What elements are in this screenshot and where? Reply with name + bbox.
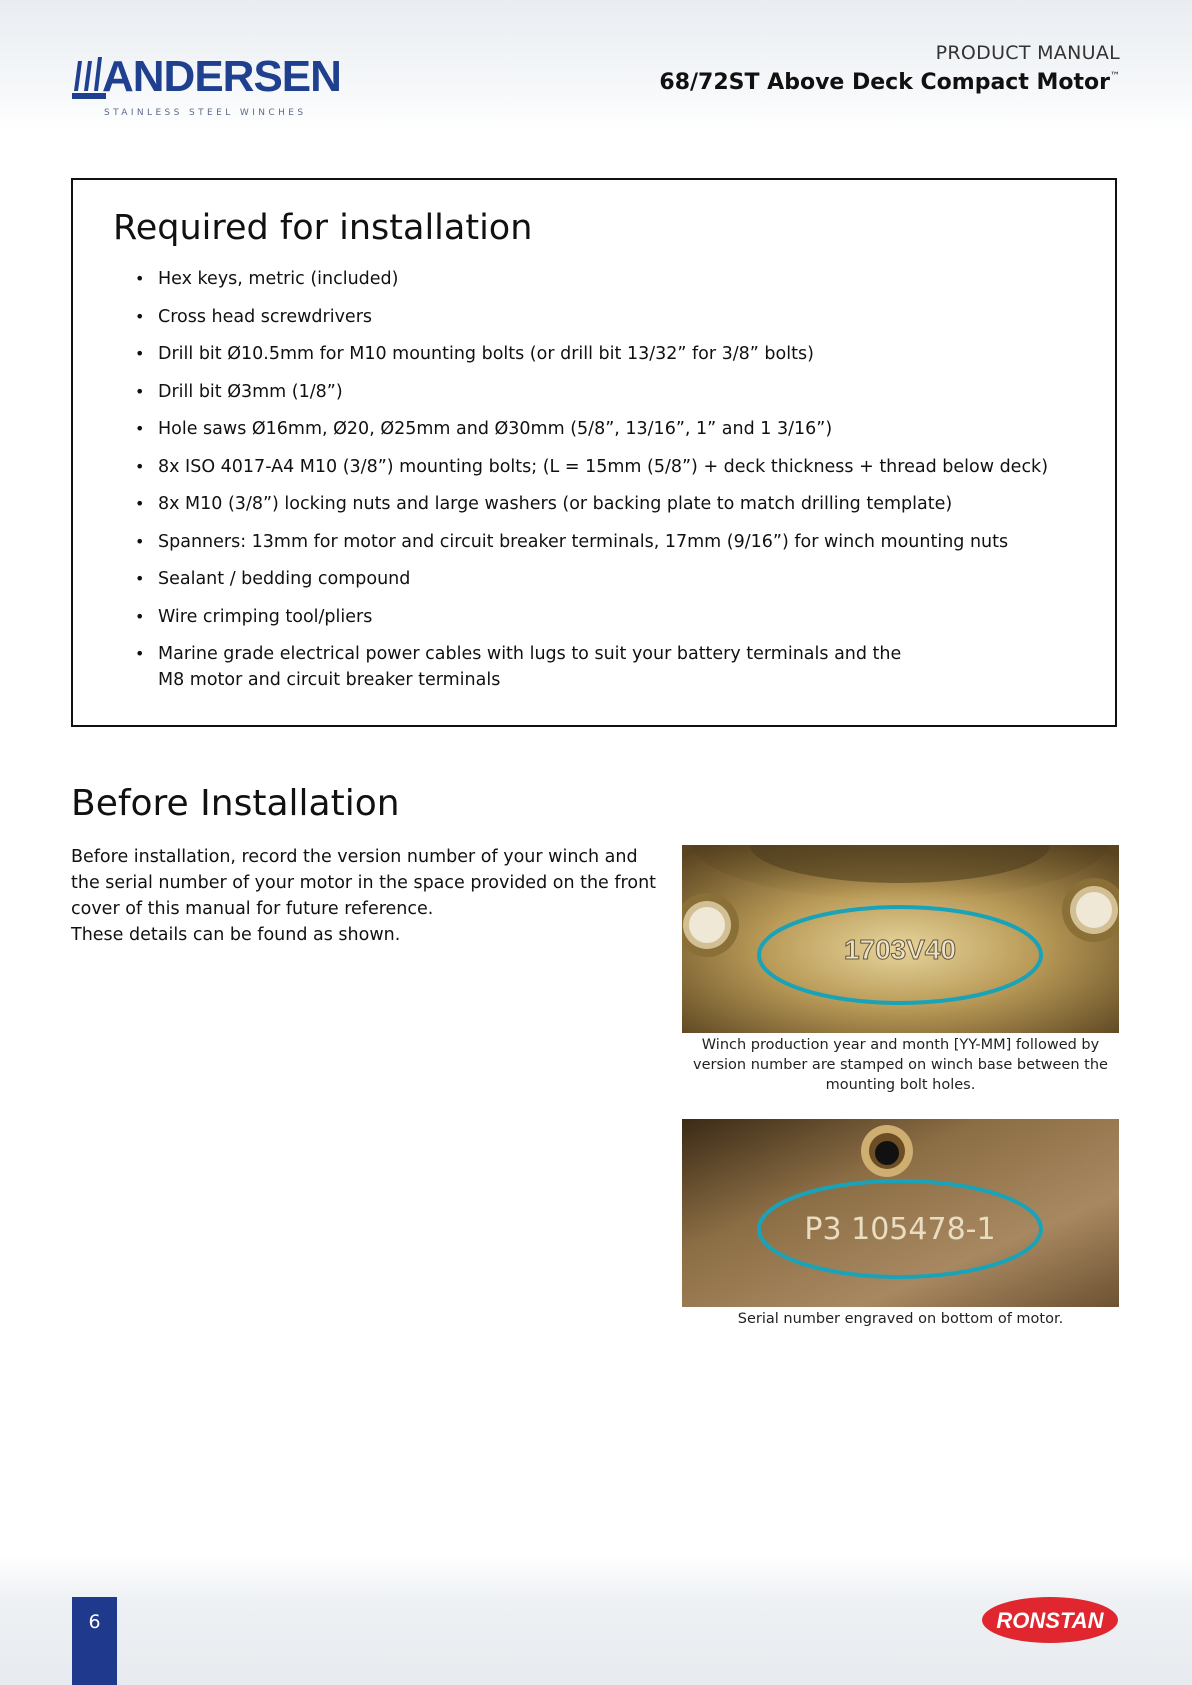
ronstan-wordmark: RONSTAN	[996, 1608, 1104, 1633]
trademark-symbol: ™	[1110, 71, 1120, 82]
page-number: 6	[88, 1611, 101, 1633]
list-item: • 8x M10 (3/8”) locking nuts and large washers (or backing plate to match drilling template)	[113, 491, 1073, 517]
header-titles	[659, 42, 1120, 95]
page-number-tab	[72, 1597, 117, 1685]
motor-bottom-photo	[682, 1119, 1119, 1307]
list-item: • Marine grade electrical power cables with lugs to suit your battery terminals and the M8 motor and circuit breaker terminals	[113, 641, 918, 693]
list-item: • Drill bit Ø3mm (1/8”)	[113, 379, 1073, 405]
winch-stamp-text: 1703V40	[843, 934, 957, 965]
list-item: • 8x ISO 4017-A4 M10 (3/8”) mounting bolts; (L = 15mm (5/8”) + deck thickness + thread below deck)	[113, 454, 1073, 480]
list-item: • Hex keys, metric (included)	[113, 266, 1073, 292]
list-item: • Drill bit Ø10.5mm for M10 mounting bolts (or drill bit 13/32” for 3/8” bolts)	[113, 341, 1073, 367]
document-type: PRODUCT MANUAL	[935, 42, 1120, 64]
list-item: • Hole saws Ø16mm, Ø20, Ø25mm and Ø30mm (5/8”, 13/16”, 1” and 1 3/16”)	[113, 416, 1073, 442]
andersen-sail-mark	[72, 57, 106, 101]
logo-tagline: STAINLESS STEEL WINCHES	[104, 108, 307, 118]
list-item: • Wire crimping tool/pliers	[113, 604, 1073, 630]
motor-caption: Serial number engraved on bottom of motor.	[737, 1311, 1064, 1327]
motor-engraving-text: P3 105478-1	[804, 1212, 996, 1247]
before-title: Before Installation	[71, 783, 400, 824]
list-item: • Cross head screwdrivers	[113, 304, 1073, 330]
logo-wordmark: ANDERSEN	[102, 52, 341, 101]
required-title: Required for installation	[113, 208, 533, 248]
list-item: • Spanners: 13mm for motor and circuit breaker terminals, 17mm (9/16”) for winch mounting nuts	[113, 529, 1073, 555]
before-paragraph: Before installation, record the version number of your winch and the serial number of your motor in the space provided on the front cover of this manual for future reference. These details can be found as shown.	[71, 847, 657, 945]
andersen-logo	[72, 52, 341, 121]
winch-caption: Winch production year and month [YY-MM] followed by version number are stamped on winch base between the mounting bolt holes.	[693, 1037, 1108, 1093]
required-list	[113, 266, 1073, 705]
ronstan-logo	[981, 1596, 1119, 1644]
winch-base-photo	[682, 845, 1119, 1033]
product-title: 68/72ST Above Deck Compact Motor™	[659, 70, 1120, 95]
required-box	[71, 178, 1117, 727]
list-item: • Sealant / bedding compound	[113, 566, 1073, 592]
